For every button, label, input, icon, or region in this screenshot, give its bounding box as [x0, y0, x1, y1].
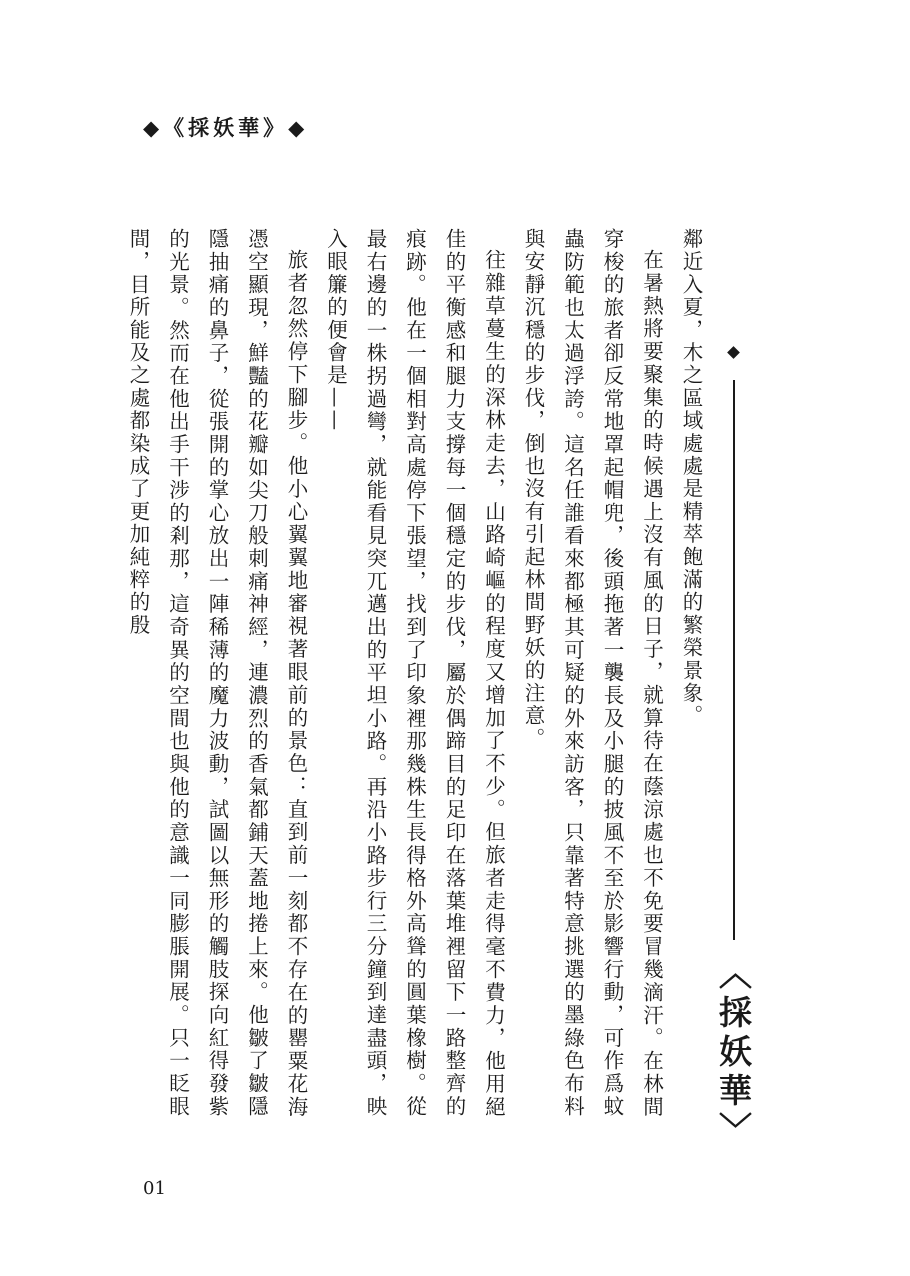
title-rule-line — [733, 380, 735, 940]
body-text — [118, 228, 711, 1118]
chapter-title-block — [708, 348, 758, 1151]
chapter-title: 〈採妖華〉 — [714, 956, 753, 1151]
running-header: ◆《採妖華》◆ — [143, 115, 309, 140]
paragraph-1: 鄰近入夏，木之區域處處是精萃飽滿的繁榮景象。 — [679, 228, 703, 728]
paragraph-2: 在暑熱將要聚集的時候遇上沒有風的日子，就算待在蔭涼處也不免要冒幾滴汗。在林間穿梭的旅者卻反常地罩起帽兜，後頭拖著一襲長及小腿的披風不至於影響行動，可作爲蚊蟲防範也太過浮誇。這名任誰看來都極其可疑的外來訪客，只靠著特意挑選的墨綠色布料與安靜沉穩的步伐，倒也沒有引起林間野妖的注意。 — [521, 228, 664, 1118]
paragraph-3: 往雜草蔓生的深林走去，山路崎嶇的程度又增加了不少。但旅者走得毫不費力，他用絕佳的平衡感和腿力支撐每一個穩定的步伐，屬於偶蹄目的足印在落葉堆裡留下一路整齊的痕跡。他在一個相對高處停下張望，找到了印象裡那幾株生長得格外高聳的圓葉橡樹。從最右邊的一株拐過彎，就能看見突兀邁出的平坦小路。再沿小路步行三分鐘到達盡頭，映入眼簾的便會是—— — [323, 228, 506, 1118]
diamond-ornament-icon — [727, 346, 740, 359]
page-number: 01 — [143, 1178, 166, 1199]
paragraph-4: 旅者忽然停下腳步。他小心翼翼地審視著眼前的景色：直到前一刻都不存在的罌粟花海憑空顯現，鮮豔的花瓣如尖刀般刺痛神經，連濃烈的香氣都鋪天蓋地捲上來。他皺了皺隱隱抽痛的鼻子，從張開的掌心放出一陣稀薄的魔力波動，試圖以無形的觸肢探向紅得發紫的光景。然而在他出手干涉的剎那，這奇異的空間也與他的意識一同膨脹開展。只一眨眼間，目所能及之處都染成了更加純粹的殷 — [126, 228, 308, 1118]
